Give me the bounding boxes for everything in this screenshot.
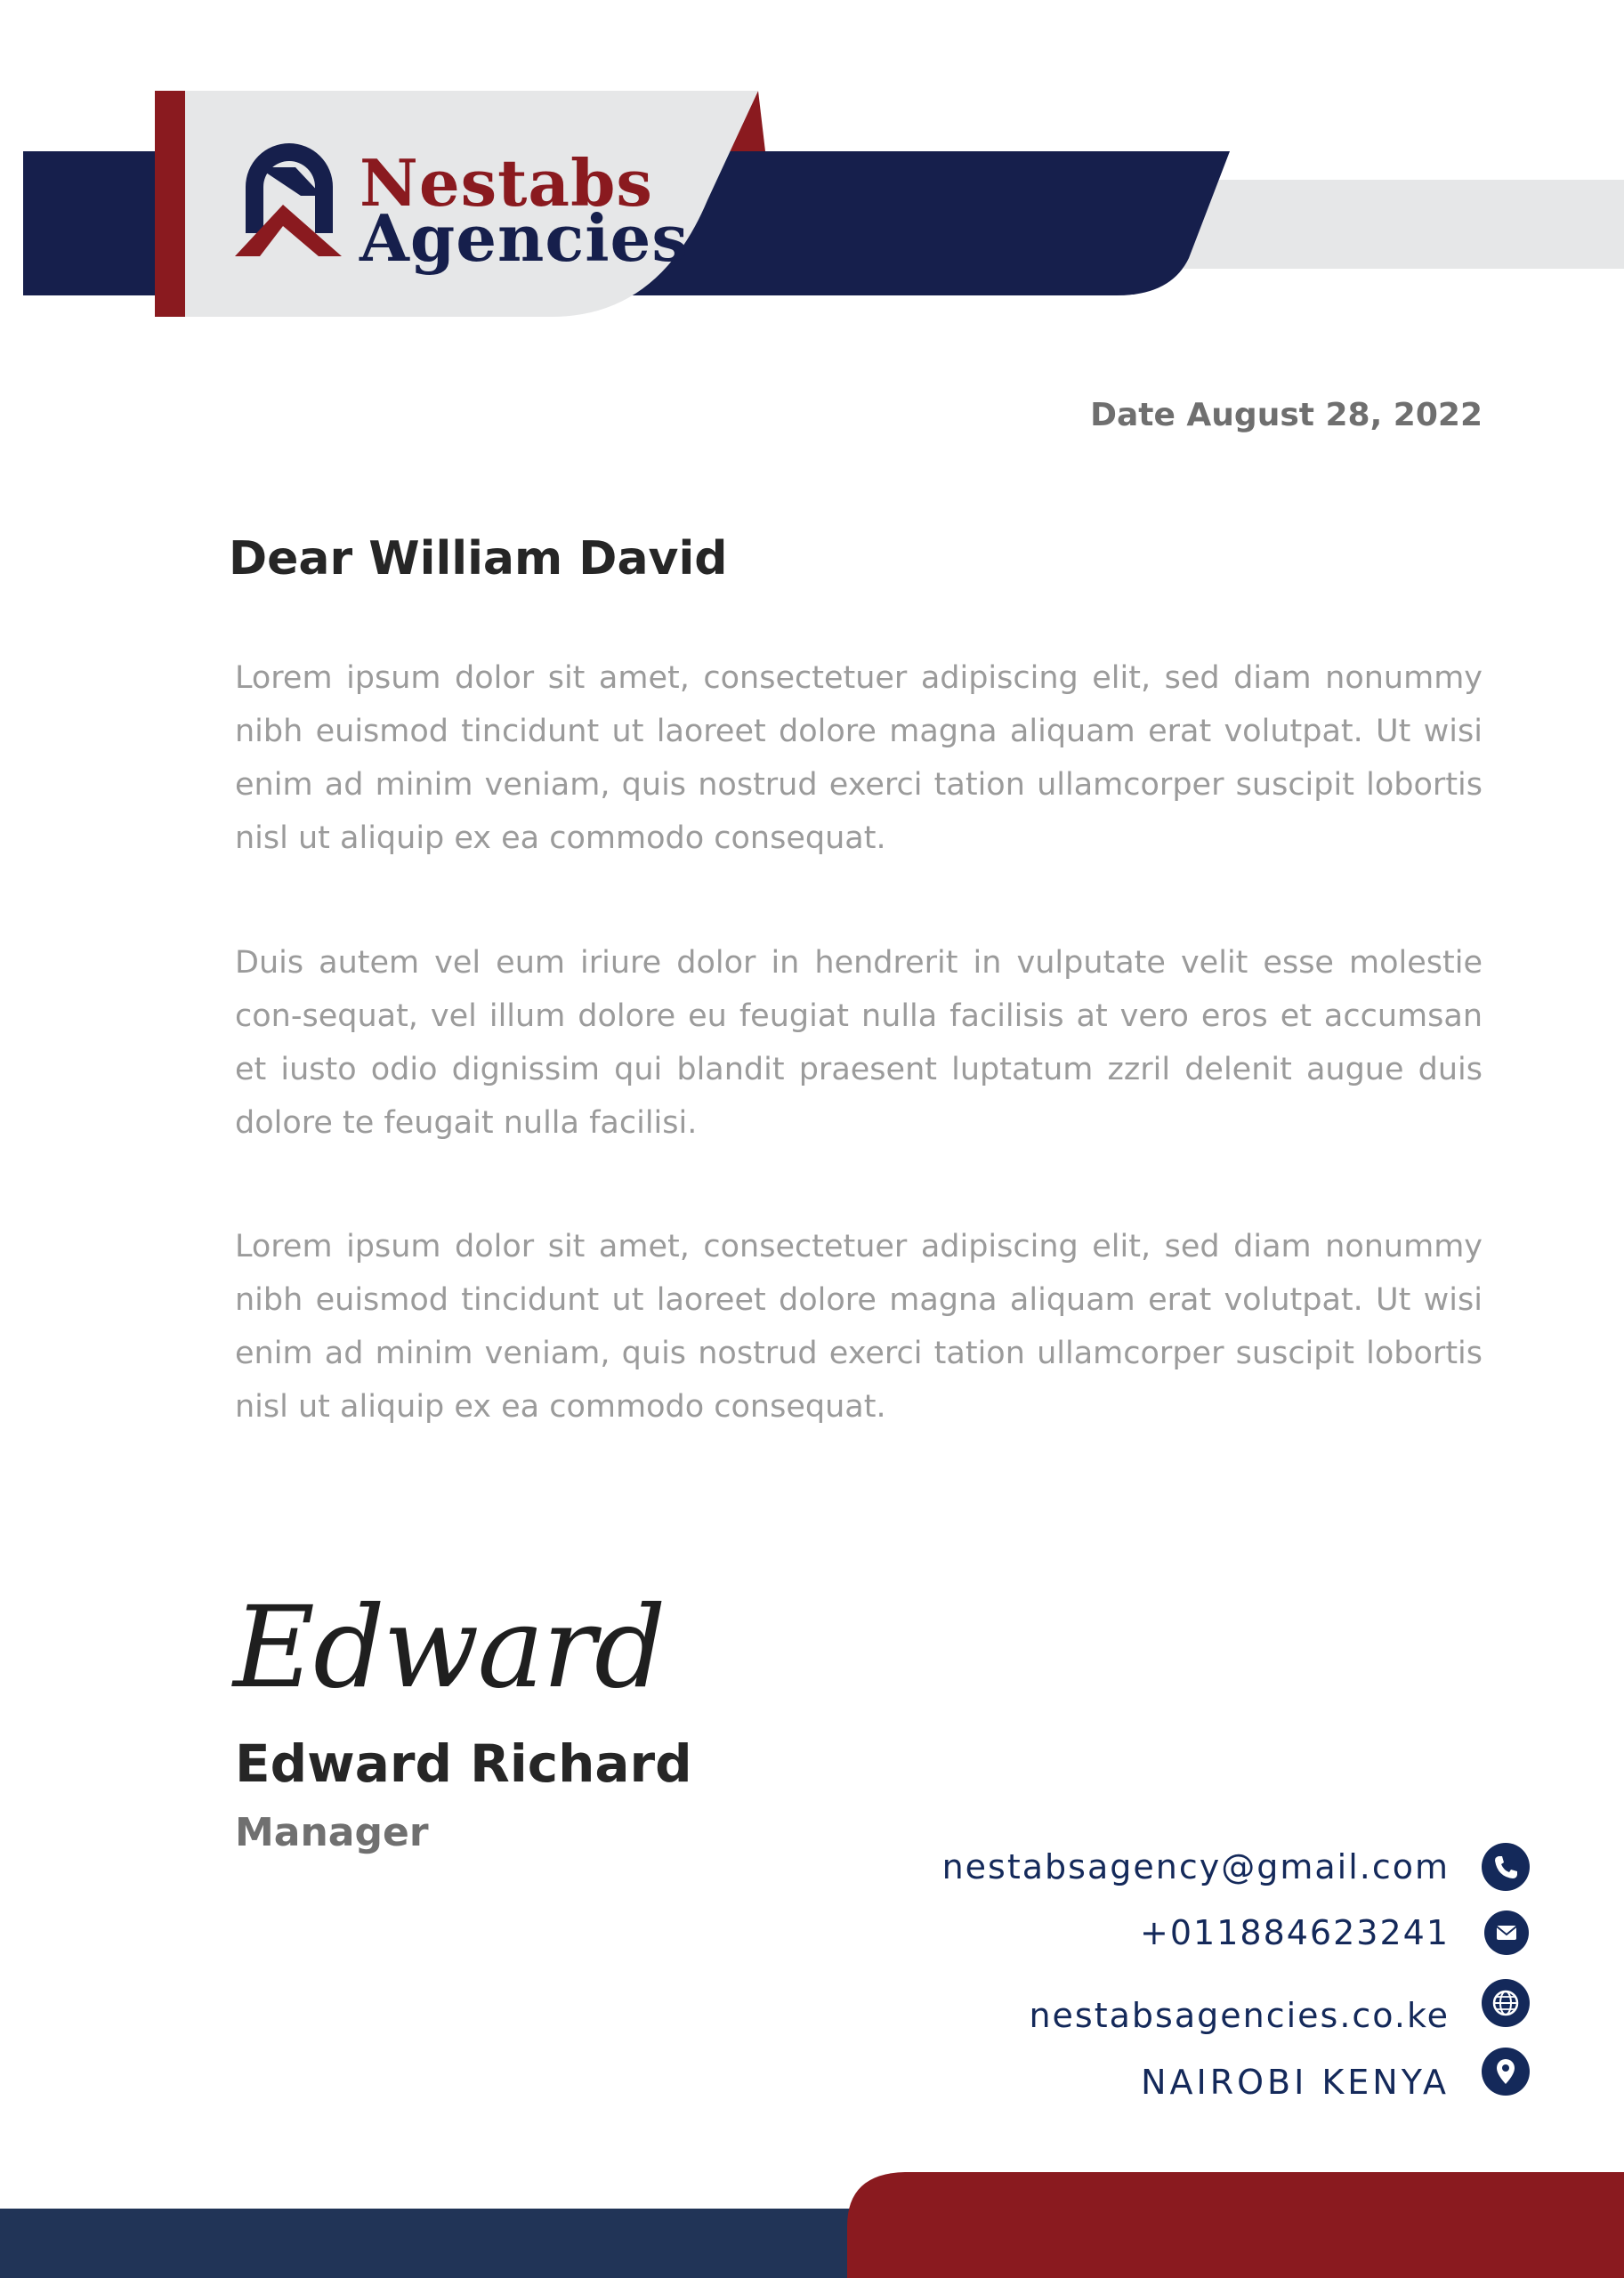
signer-title: Manager xyxy=(235,1810,429,1855)
signer-name: Edward Richard xyxy=(235,1733,692,1794)
mail-icon xyxy=(1484,1910,1529,1955)
contact-email[interactable]: nestabsagency@gmail.com xyxy=(941,1847,1450,1886)
globe-icon xyxy=(1482,1979,1530,2027)
logo-mark-icon xyxy=(230,141,349,260)
contact-website[interactable]: nestabsagencies.co.ke xyxy=(1029,1996,1450,2035)
body-paragraph-3: Lorem ipsum dolor sit amet, consectetuer adipiscing elit, sed diam nonummy nibh euismod tincidunt ut laoreet dolore magna aliquam erat volutpat. Ut wisi enim ad minim veniam, quis nostrud exerci tation ullamcorper suscipit lobortis nisl ut aliquip ex ea commodo consequat. xyxy=(235,1229,1483,1425)
contact-location: NAIROBI KENYA xyxy=(1141,2063,1450,2102)
body-paragraph-1: Lorem ipsum dolor sit amet, consectetuer adipiscing elit, sed diam nonummy nibh euismod tincidunt ut laoreet dolore magna aliquam erat volutpat. Ut wisi enim ad minim veniam, quis nostrud exerci tation ullamcorper suscipit lobortis nisl ut aliquip ex ea commodo consequat. xyxy=(235,660,1483,856)
salutation: Dear William David xyxy=(229,532,728,586)
letter-date: Date August 28, 2022 xyxy=(1090,397,1483,433)
handwritten-signature: Edward xyxy=(233,1582,665,1713)
contact-phone[interactable]: +011884623241 xyxy=(1140,1913,1450,1952)
brand-name-line1: Nestabs xyxy=(360,145,653,221)
location-pin-icon xyxy=(1482,2048,1530,2096)
phone-icon xyxy=(1482,1843,1530,1891)
brand-name-line2: Agencies xyxy=(360,200,689,276)
body-paragraph-2: Duis autem vel eum iriure dolor in hendrerit in vulputate velit esse molestie con-sequat, vel illum dolore eu feugiat nulla facilisis at vero eros et accumsan et iusto odio dignissim qui blandit praesent luptatum zzril delenit augue duis dolore te feugait nulla facilisi. xyxy=(235,945,1483,1141)
letterhead-footer xyxy=(0,2162,1624,2278)
